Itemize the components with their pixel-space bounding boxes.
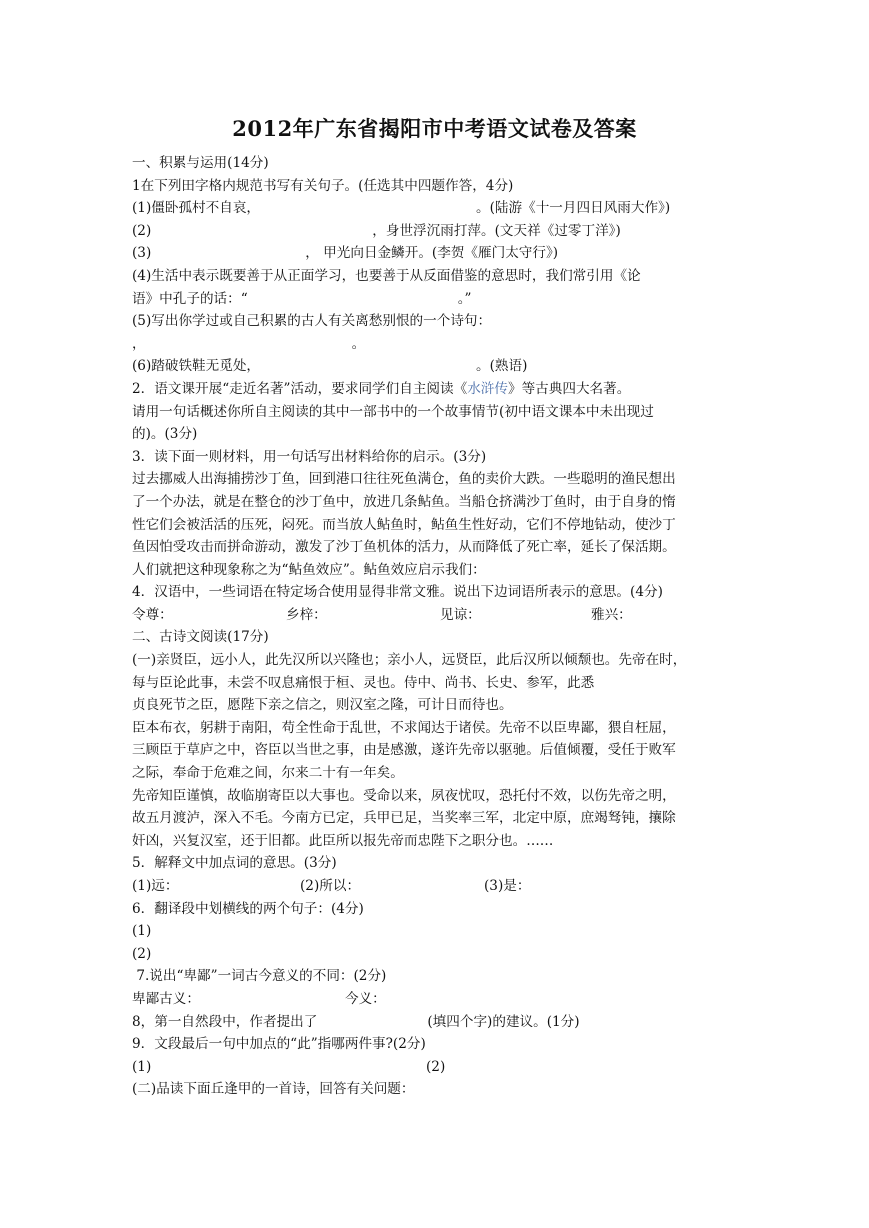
- question-1-item-4: (4)生活中表示既要善于从正面学习，也要善于从反面借鉴的意思时，我们常引用《论: [132, 267, 641, 284]
- term: 见谅：: [440, 606, 481, 623]
- question-7: 7.说出“卑鄙”一词古今意义的不同：(2分): [132, 968, 387, 985]
- question-4: 4．汉语中，一些词语在特定场合使用显得非常文雅。说出下边词语所表示的意思。(4分): [132, 584, 663, 601]
- passage-line: 三顾臣于草庐之中，咨臣以当世之事，由是感激，遂许先帝以驱驰。后值倾覆，受任于败军: [132, 742, 676, 759]
- question-8: [132, 1011, 744, 1034]
- material-line: 过去挪威人出海捕捞沙丁鱼，回到港口往往死鱼满仓，鱼的卖价大跌。一些聪明的渔民想出: [132, 471, 676, 488]
- document-title: 2012年广东省揭阳市中考语文试卷及答案: [232, 116, 637, 141]
- document-body: [132, 152, 744, 1101]
- term: (2)所以：: [300, 878, 361, 894]
- text-segment: ，: [132, 335, 146, 352]
- question-1-item-1: [132, 197, 744, 220]
- passage-line: 先帝知臣谨慎，故临崩寄臣以大事也。受命以来，夙夜忧叹，恐托付不效，以伤先帝之明，: [132, 787, 676, 804]
- text-segment: 。(熟语): [476, 358, 528, 375]
- question-2: [132, 378, 744, 401]
- text-segment: (2): [132, 222, 152, 239]
- passage-line: 之际，奉命于危难之间，尔来二十有一年矣。: [132, 765, 404, 782]
- question-6-item: (1): [132, 923, 152, 940]
- text-segment: (3): [132, 245, 152, 262]
- book-link[interactable]: 水浒传: [467, 380, 508, 397]
- question-1: 1在下列田字格内规范书写有关句子。(任选其中四题作答，4分): [132, 177, 514, 194]
- material-line: 性它们会被活活的压死，闷死。而当放人鲇鱼时，鲇鱼生性好动，它们不停地钻动，使沙丁: [132, 516, 676, 533]
- question-5: 5．解释文中加点词的意思。(3分): [132, 855, 337, 872]
- question-1-item-4-cont: [132, 288, 744, 311]
- question-6: 6．翻译段中划横线的两个句子：(4分): [132, 900, 364, 917]
- material-line: 鱼因怕受攻击而拼命游动，激发了沙丁鱼机体的活力，从而降低了死亡率，延长了保活期。: [132, 539, 676, 556]
- material-line: 人们就把这种现象称之为“鲇鱼效应”。鲇鱼效应启示我们：: [132, 561, 486, 578]
- text-segment: 2．语文课开展“走近名著”活动，要求同学们自主阅读《: [132, 380, 468, 397]
- question-4-terms: [132, 604, 744, 627]
- section-heading: 一、积累与运用(14分): [132, 155, 269, 171]
- text-segment: 。”: [457, 290, 472, 307]
- text-segment: 。(陆游《十一月四日风雨大作》): [476, 200, 671, 217]
- question-2-cont: 的)。(3分): [132, 426, 198, 443]
- text-segment: ，身世浮沉雨打萍。(文天祥《过零丁洋》): [372, 222, 621, 239]
- text-segment: ， 甲光向日金鳞开。(李贺《雁门太守行》): [305, 245, 559, 262]
- text-segment: 语》中孔子的话：“: [132, 290, 248, 307]
- term: (1): [132, 1058, 152, 1075]
- passage-line: (一)亲贤臣，远小人，此先汉所以兴隆也；亲小人，远贤臣，此后汉所以倾颓也。先帝在时，: [132, 652, 687, 669]
- question-9-items: [132, 1056, 744, 1079]
- question-1-item-6: [132, 355, 744, 378]
- passage-line: 贞良死节之臣，愿陛下亲之信之，则汉室之隆，可计日而待也。: [132, 697, 513, 714]
- question-7-items: [132, 988, 744, 1011]
- term: 令尊：: [132, 606, 173, 623]
- material-line: 了一个办法，就是在整仓的沙丁鱼中，放进几条鲇鱼。当船仓挤满沙丁鱼时，由于自身的惰: [132, 493, 676, 510]
- text-segment: 8，第一自然段中，作者提出了: [132, 1013, 318, 1030]
- term: 雅兴：: [591, 606, 632, 623]
- text-segment: 》等古典四大名著。: [507, 380, 631, 397]
- text-segment: (1)僵卧孤村不自哀，: [132, 200, 261, 217]
- subsection-heading: (二)品读下面丘逢甲的一首诗，回答有关问题：: [132, 1081, 415, 1098]
- passage-line: 故五月渡泸，深入不毛。今南方已定，兵甲已足，当奖率三军，北定中原，庶竭驽钝，攘除: [132, 810, 676, 827]
- question-1-item-5-blank: [132, 333, 744, 356]
- question-3: 3．读下面一则材料，用一句话写出材料给你的启示。(3分): [132, 448, 487, 465]
- term: 今义：: [345, 990, 386, 1007]
- question-1-item-2: [132, 220, 744, 243]
- section-heading: 二、古诗文阅读(17分): [132, 629, 269, 646]
- text-segment: (6)踏破铁鞋无觅处，: [132, 358, 261, 375]
- term: 卑鄙古义：: [132, 990, 200, 1007]
- question-1-item-3: [132, 242, 744, 265]
- text-segment: 。: [351, 335, 366, 352]
- passage-line: 奸凶，兴复汉室，还于旧都。此臣所以报先帝而忠陛下之职分也。……: [132, 832, 554, 849]
- passage-line: 每与臣论此事，未尝不叹息痛恨于桓、灵也。侍中、尚书、长史、参军，此悉: [132, 674, 595, 691]
- question-9: 9．文段最后一句中加点的“此”指哪两件事?(2分): [132, 1036, 426, 1053]
- question-6-item: (2): [132, 945, 152, 962]
- question-2-cont: 请用一句话概述你所自主阅读的其中一部书中的一个故事情节(初中语文课本中未出现过: [132, 403, 654, 420]
- text-segment: (填四个字)的建议。(1分): [427, 1013, 580, 1030]
- term: 乡梓：: [286, 606, 327, 623]
- term: (3)是：: [484, 878, 531, 894]
- term: (1)远：: [132, 878, 179, 894]
- passage-line: 臣本布衣，躬耕于南阳，苟全性命于乱世，不求闻达于诸侯。先帝不以臣卑鄙，猥自枉屈，: [132, 719, 676, 736]
- question-5-items: [132, 875, 744, 898]
- term: (2): [426, 1058, 446, 1075]
- question-1-item-5: (5)写出你学过或自己积累的古人有关离愁别恨的一个诗句：: [132, 313, 492, 330]
